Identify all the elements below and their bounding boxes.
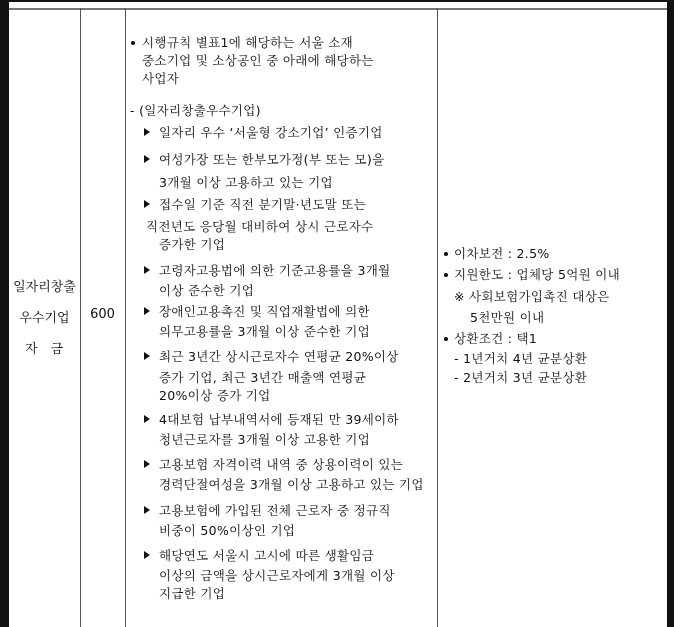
- item-line: 증가 기업, 최근 3년간 매출액 연평균: [159, 370, 367, 385]
- triangle-bullet-icon: [144, 155, 150, 163]
- item-line: 3개월 이상 고용하고 있는 기업: [159, 175, 333, 190]
- intro-line-3: 사업자: [142, 71, 180, 86]
- item-line: 여성가장 또는 한부모가정(부 또는 모)을: [159, 152, 385, 167]
- bullet-dot-icon: [444, 337, 448, 341]
- support-limit: 지원한도 : 업체당 5억원 이내: [454, 267, 620, 282]
- item-line: 이상의 금액을 상시근로자에게 3개월 이상: [159, 568, 395, 583]
- item-line: 일자리 우수 ‘서울형 강소기업’ 인증기업: [159, 125, 383, 140]
- repayment-terms: 상환조건 : 택1: [454, 331, 538, 346]
- category-line-3-b: 금: [50, 342, 63, 357]
- bullet-dot-icon: [444, 252, 448, 256]
- category-line-1: 일자리창출: [13, 280, 76, 295]
- bullet-dot-icon: [131, 41, 135, 45]
- item-line: 비중이 50%이상인 기업: [159, 523, 296, 538]
- item-line: 경력단절여성을 3개월 이상 고용하고 있는 기업: [159, 477, 424, 492]
- item-line: 이상 준수한 기업: [159, 283, 255, 298]
- item-line: 고용보험에 가입된 전체 근로자 중 정규직: [159, 503, 391, 518]
- triangle-bullet-icon: [144, 506, 150, 514]
- item-line: 20%이상 증가 기업: [159, 388, 271, 403]
- triangle-bullet-icon: [144, 415, 150, 423]
- note-line-2: 5천만원 이내: [470, 310, 545, 325]
- category-line-3-a: 자: [25, 342, 38, 357]
- triangle-bullet-icon: [144, 352, 150, 360]
- intro-line-2: 중소기업 및 소상공인 중 아래에 해당하는: [142, 53, 374, 68]
- item-line: 의무고용률을 3개월 이상 준수한 기업: [159, 324, 370, 339]
- repayment-option-1: - 1년거치 4년 균분상환: [454, 351, 588, 366]
- category-line-3: [9, 338, 80, 357]
- left-frame-bar: [0, 0, 9, 627]
- item-line: 지급한 기업: [159, 586, 226, 601]
- item-line: 증가한 기업: [159, 237, 226, 252]
- item-line: 고령자고용법에 의한 기준고용률을 3개월: [159, 263, 391, 278]
- note-line-1: ※ 사회보험가입촉진 대상은: [454, 289, 610, 304]
- terms-cell: [440, 0, 666, 627]
- interest-rate: 이차보전 : 2.5%: [454, 246, 550, 261]
- triangle-bullet-icon: [144, 200, 150, 208]
- bullet-dot-icon: [444, 273, 448, 277]
- item-line: 4대보험 납부내역서에 등재된 만 39세이하: [159, 412, 399, 427]
- category-line-2: 우수기업: [19, 311, 70, 326]
- item-line: 접수일 기준 직전 분기말·년도말 또는: [159, 197, 366, 212]
- repayment-option-2: - 2년거치 3년 균분상환: [454, 370, 588, 385]
- item-line: 청년근로자를 3개월 이상 고용한 기업: [159, 432, 370, 447]
- item-line: 장애인고용촉진 및 직업재활법에 의한: [159, 304, 370, 319]
- column-divider-2: [125, 8, 126, 627]
- item-line: 해당연도 서울시 고시에 따른 생활임금: [159, 548, 375, 563]
- triangle-bullet-icon: [144, 460, 150, 468]
- triangle-bullet-icon: [144, 128, 150, 136]
- eligibility-cell: [128, 0, 438, 627]
- item-line: 고용보험 자격이력 내역 중 상용이력이 있는: [159, 457, 404, 472]
- triangle-bullet-icon: [144, 551, 150, 559]
- triangle-bullet-icon: [144, 266, 150, 274]
- triangle-bullet-icon: [144, 307, 150, 315]
- right-frame-bar: [667, 0, 674, 627]
- intro-line-1: 시행규칙 별표1에 해당하는 서울 소재: [142, 35, 353, 50]
- group-label: - (일자리창출우수기업): [130, 103, 261, 118]
- item-line: 직전년도 응당월 대비하여 상시 근로자수: [146, 219, 374, 234]
- amount-cell: 600: [90, 307, 115, 322]
- item-line: 최근 3년간 상시근로자수 연평균 20%이상: [159, 349, 399, 364]
